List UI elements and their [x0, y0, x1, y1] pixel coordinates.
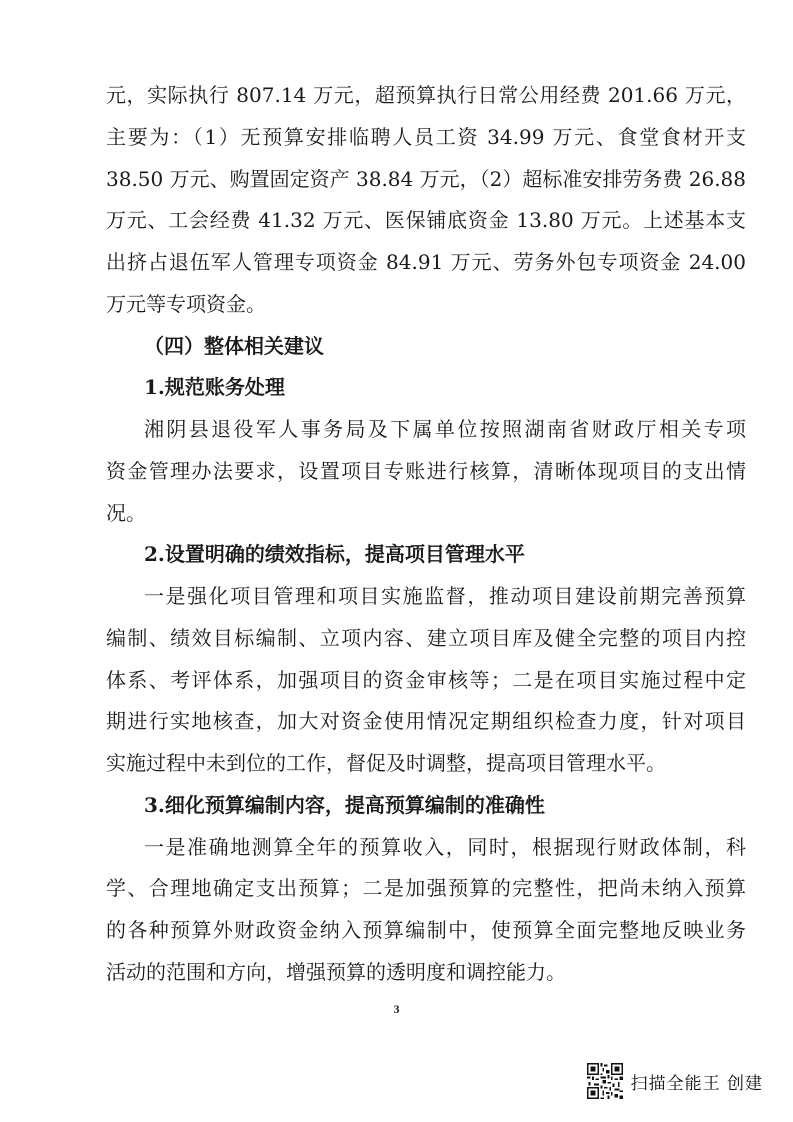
body-line-5: 出挤占退伍军人管理专项资金 84.91 万元、劳务外包专项资金 24.00	[106, 250, 746, 274]
item-2-line-2: 编制、绩效目标编制、立项内容、建立项目库及健全完整的项目内控	[106, 625, 746, 650]
item-2-heading: 2.设置明确的绩效指标，提高项目管理水平	[144, 542, 525, 567]
body-line-6: 万元等专项资金。	[106, 291, 266, 316]
item-2-line-1: 一是强化项目管理和项目实施监督，推动项目建设前期完善预算	[144, 584, 746, 608]
item-2-line-5: 实施过程中未到位的工作，督促及时调整，提高项目管理水平。	[106, 751, 666, 775]
body-line-3: 38.50 万元、购置固定资产 38.84 万元，（2）超标准安排劳务费 26.88	[106, 166, 746, 191]
item-1-line-2: 资金管理办法要求，设置项目专账进行核算，清晰体现项目的支出情	[106, 458, 746, 483]
document-body	[106, 76, 746, 995]
item-3-heading: 3.细化预算编制内容，提高预算编制的准确性	[144, 792, 545, 817]
body-line-2: 主要为：（1）无预算安排临聘人员工资 34.99 万元、食堂食材开支	[106, 124, 746, 149]
item-1-heading: 1.规范账务处理	[144, 375, 285, 400]
item-2-line-3: 体系、考评体系，加强项目的资金审核等；二是在项目实施过程中定	[106, 667, 746, 692]
item-3-line-3: 的各种预算外财政资金纳入预算编制中，使预算全面完整地反映业务	[106, 918, 746, 942]
page-number: 3	[393, 1002, 400, 1016]
item-3-line-2: 学、合理地确定支出预算；二是加强预算的完整性，把尚未纳入预算	[106, 876, 746, 901]
item-3-line-4: 活动的范围和方向，增强预算的透明度和调控能力。	[106, 959, 566, 984]
item-3-line-1: 一是准确地测算全年的预算收入，同时，根据现行财政体制，科	[144, 834, 746, 859]
scanner-watermark	[587, 1063, 763, 1099]
watermark-text: 扫描全能王 创建	[630, 1073, 763, 1094]
section-heading-4: （四）整体相关建议	[144, 333, 324, 358]
qr-code-icon	[587, 1063, 623, 1099]
item-1-line-3: 况。	[106, 500, 146, 525]
item-2-line-4: 期进行实地核查，加大对资金使用情况定期组织检查力度，针对项目	[106, 709, 746, 734]
item-1-line-1: 湘阴县退役军人事务局及下属单位按照湖南省财政厅相关专项	[144, 417, 746, 441]
body-line-1: 元，实际执行 807.14 万元，超预算执行日常公用经费 201.66 万元，	[106, 83, 746, 107]
body-line-4: 万元、工会经费 41.32 万元、医保铺底资金 13.80 万元。上述基本支	[106, 208, 746, 233]
